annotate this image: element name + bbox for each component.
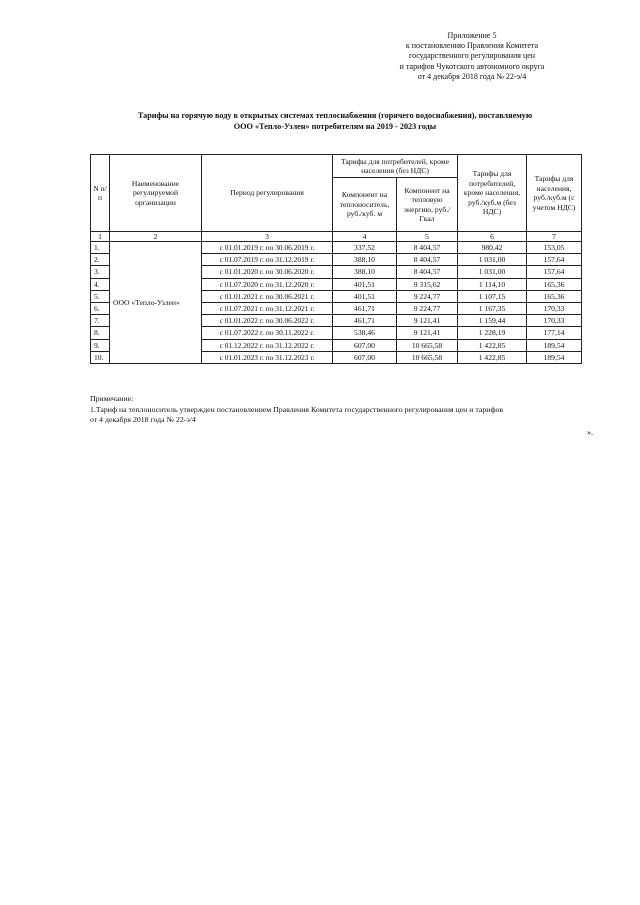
appendix-line: к постановлению Правления Комитета [405, 41, 539, 51]
row-tariff-population: 177,14 [527, 327, 582, 339]
row-period: с 01.07.2022 г. по 30.11.2022 г. [202, 327, 333, 339]
row-number: 10. [91, 351, 110, 363]
row-number: 6. [91, 302, 110, 314]
row-heat-energy: 8 404,57 [397, 266, 458, 278]
column-index: 6 [458, 232, 527, 242]
appendix-date: от 4 декабря 2018 года № 22-э/4 [417, 71, 527, 81]
row-period: с 01.01.2020 г. по 30.06.2020 г. [202, 266, 333, 278]
row-number: 7. [91, 315, 110, 327]
row-tariff-consumers: 1 422,85 [458, 351, 527, 363]
note-line: 1.Тариф на теплоноситель утвержден постановлением Правления Комитета государственного регулирования цен и тарифов [90, 404, 504, 414]
row-tariff-consumers: 1 031,00 [458, 254, 527, 266]
appendix-number: Приложение 5 [447, 31, 497, 40]
row-tariff-population: 157,64 [527, 254, 582, 266]
header-heat-energy-component: Компонент на тепловую энергию, руб./Гкал [397, 178, 458, 232]
row-number: 1. [91, 242, 110, 254]
row-heat-carrier: 607,00 [333, 339, 397, 351]
column-index-row [91, 232, 582, 242]
row-heat-carrier: 607,00 [333, 351, 397, 363]
row-tariff-consumers: 1 167,35 [458, 302, 527, 314]
title-line: ООО «Тепло-Узлен» потребителям на 2019 - 2023 годы [233, 121, 437, 131]
row-heat-energy: 9 121,41 [397, 315, 458, 327]
column-index: 1 [91, 232, 110, 242]
row-period: с 01.01.2021 г. по 30.06.2021 г. [202, 290, 333, 302]
row-heat-energy: 9 224,77 [397, 290, 458, 302]
organization-name: ООО «Тепло-Узлен» [110, 242, 202, 364]
title-line: Тарифы на горячую воду в открытых системах теплоснабжения (горячего водоснабжения), поставляемую [137, 111, 533, 120]
row-number: 9. [91, 339, 110, 351]
row-tariff-consumers: 1 107,15 [458, 290, 527, 302]
appendix-line: и тарифов Чукотского автономного округа [399, 61, 545, 71]
row-number: 5. [91, 290, 110, 302]
row-tariff-population: 170,33 [527, 302, 582, 314]
column-index: 7 [527, 232, 582, 242]
row-tariff-consumers: 1 422,85 [458, 339, 527, 351]
row-number: 3. [91, 266, 110, 278]
row-heat-carrier: 461,71 [333, 302, 397, 314]
header-heat-carrier-component: Компонент на теплоноситель, руб./куб. м [333, 178, 397, 232]
row-tariff-consumers: 1 159,44 [458, 315, 527, 327]
document-title [80, 111, 590, 132]
column-index: 5 [397, 232, 458, 242]
row-tariff-population: 165,36 [527, 290, 582, 302]
row-tariff-population: 157,64 [527, 266, 582, 278]
header-consumer-group: Тарифы для потребителей, кроме населения (без НДС) [333, 155, 458, 178]
row-period: с 01.07.2021 г. по 31.12.2021 г. [202, 302, 333, 314]
notes-heading: Примечание: [90, 394, 134, 403]
header-tariff-population: Тарифы для населения, руб./куб.м (с учетом НДС) [527, 155, 582, 232]
row-heat-energy: 8 404,57 [397, 242, 458, 254]
header-num: N п/п [91, 155, 110, 232]
row-tariff-consumers: 1 114,10 [458, 278, 527, 290]
row-heat-energy: 9 315,62 [397, 278, 458, 290]
appendix-line: государственного регулирования цен [408, 51, 536, 61]
header-tariff-consumers: Тарифы для потребителей, кроме населения, руб./куб.м (без НДС) [458, 155, 527, 232]
row-heat-energy: 10 665,58 [397, 339, 458, 351]
row-number: 2. [91, 254, 110, 266]
column-index: 4 [333, 232, 397, 242]
row-heat-carrier: 530,46 [333, 327, 397, 339]
row-period: с 01.12.2022 г. по 31.12.2022 г. [202, 339, 333, 351]
row-heat-energy: 9 121,41 [397, 327, 458, 339]
header-organization: Наименование регулируемой организации [110, 155, 202, 232]
row-period: с 01.01.2022 г. по 30.06.2022 г. [202, 315, 333, 327]
row-tariff-population: 189,54 [527, 339, 582, 351]
row-number: 8. [91, 327, 110, 339]
row-heat-energy: 8 404,57 [397, 254, 458, 266]
table-row [91, 242, 582, 254]
row-heat-energy: 9 224,77 [397, 302, 458, 314]
row-tariff-consumers: 1 228,19 [458, 327, 527, 339]
row-tariff-population: 165,36 [527, 278, 582, 290]
row-heat-carrier: 461,71 [333, 315, 397, 327]
header-period: Период регулирования [202, 155, 333, 232]
column-index: 3 [202, 232, 333, 242]
notes-section [90, 394, 610, 426]
row-tariff-population: 189,54 [527, 351, 582, 363]
row-tariff-consumers: 1 031,00 [458, 266, 527, 278]
table-header-row [91, 155, 582, 178]
row-period: с 01.01.2019 г. по 30.06.2019 г. [202, 242, 333, 254]
appendix-header [352, 31, 592, 82]
row-tariff-population: 170,33 [527, 315, 582, 327]
row-heat-carrier: 388,10 [333, 254, 397, 266]
row-tariff-consumers: 980,42 [458, 242, 527, 254]
end-quote-mark: ». [587, 428, 593, 437]
row-heat-carrier: 337,52 [333, 242, 397, 254]
note-line: от 4 декабря 2018 года № 22-э/4 [90, 415, 196, 424]
row-period: с 01.07.2019 г. по 31.12.2019 г. [202, 254, 333, 266]
row-heat-carrier: 388,10 [333, 266, 397, 278]
row-period: с 01.07.2020 г. по 31.12.2020 г. [202, 278, 333, 290]
row-tariff-population: 153,05 [527, 242, 582, 254]
column-index: 2 [110, 232, 202, 242]
row-number: 4. [91, 278, 110, 290]
row-period: с 01.01.2023 г. по 31.12.2023 г. [202, 351, 333, 363]
row-heat-carrier: 401,51 [333, 290, 397, 302]
tariff-table [90, 154, 582, 364]
row-heat-carrier: 401,51 [333, 278, 397, 290]
row-heat-energy: 10 665,58 [397, 351, 458, 363]
